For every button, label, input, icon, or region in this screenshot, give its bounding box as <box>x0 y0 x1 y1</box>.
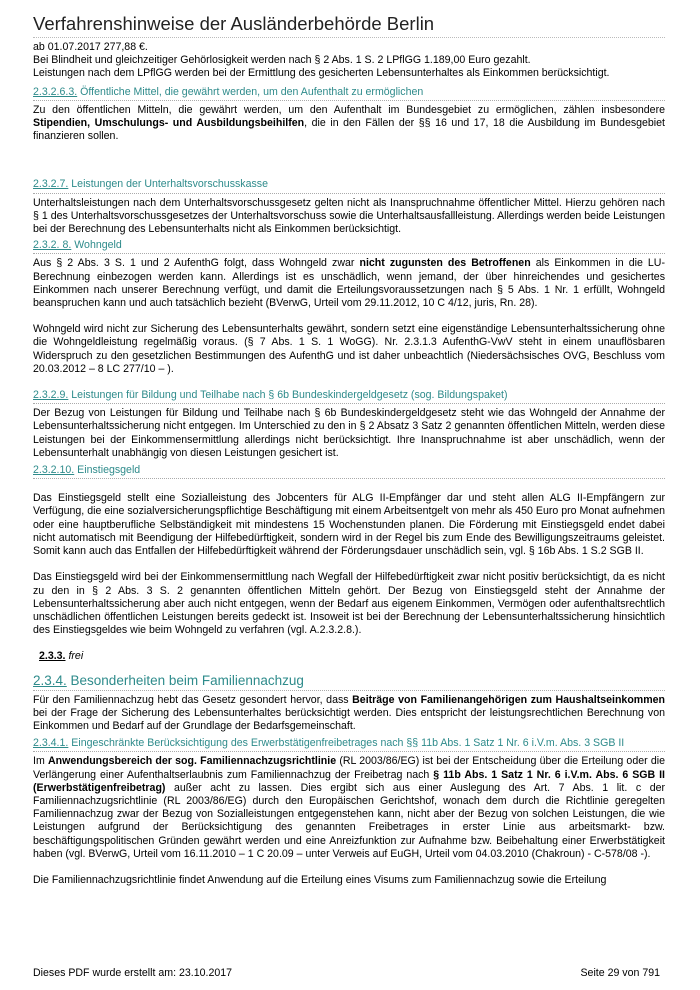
section-title: Öffentliche Mittel, die gewährt werden, um den Aufenthalt zu ermöglichen <box>77 85 424 98</box>
section-title: Eingeschränkte Berücksichtigung des Erwerbstätigenfreibetrages nach §§ 11b Abs. 1 Satz 1 Nr. 6 i.V.m. Abs. 3 SGB II <box>68 737 625 750</box>
text-run: Im <box>33 755 48 768</box>
section-heading-2-3-4-1 <box>33 737 665 752</box>
text-run: bei der Frage der Sicherung des Lebensunterhaltes berücksichtigt werden. Dies entspricht der leistungsrechtlichen Berechnung von Einkommen und Bedarf auf der Grundlage der Bedarfsgemeinschaft. <box>33 706 665 732</box>
paragraph: Der Bezug von Leistungen für Bildung und Teilhabe nach § 6b Bundeskindergeldgesetz steht wie das Wohngeld der Annahme der Lebensunterhaltssicherung nicht entgegen. Im Unterschied zu den in § 2 Absatz 3 Satz 2 genannten öffentlichen Mitteln, werden diese Leistungen bei der Einkommensermittlung allerdings nicht berücksichtigt. Ihre Inanspruchnahme ist aber unschädlich, wenn der Lebensunterhalt unabhängig von diesen Leistungen gesichert ist. <box>33 407 665 459</box>
paragraph: Wohngeld wird nicht zur Sicherung des Lebensunterhalts gewährt, sondern setzt eine eigenständige Lebensunterhaltssicherung ohne die Wohngeldleistung regelmäßig voraus. (§ 7 Abs. 1 S. 1 WoGG). Nr. 2.3.1.3 AufenthG-VwV steht in einem unauflösbaren Widerspruch zu den gesetzlichen Bestimmungen des AufenthG und ist daher unbeachtlich (Niedersächsisches OVG, Beschluss vom 20.03.2012 – 8 LC 277/10 – ). <box>33 323 665 375</box>
page-title: Verfahrenshinweise der Ausländerbehörde Berlin <box>33 12 665 38</box>
section-title: frei <box>65 650 84 663</box>
section-number-link[interactable]: 2.3.2.7. <box>33 178 69 191</box>
text-run: (RL 2003/86/EG) ist bei der Entscheidung über die Erteilung oder die Verlängerung einer Aufenthaltserlaubnis zum Familiennachzug der Freibetrag nach <box>33 755 665 781</box>
text-run: außer acht zu lassen. Dies ergibt sich aus einer Auslegung des Art. 7 Abs. 1 lit. c der Familiennachzugsrichtlinie (RL 2003/86/EG) durch den Europäischen Gerichtshof, wonach dem durch die Richtlinie geregelten Familiennachzug zwar der Bezug von Sozialleistungen entgegenstehen kann, nicht aber der Bezug von solchen Leistungen, die wie Leistungen aufgrund der Berücksichtigung des genannten Freibetrages in erster Linie aus arbeitsmarkt- bzw. beschäftigungspolitischen Gründen gewährt werden und eine Anreizfunktion zur Aufnahme bzw. Beibehaltung einer Erwerbstätigkeit haben (vgl. BVerwG, Urteil vom 16.11.2010 – 1 C 20.09 – unter Verweis auf EuGH, Urteil vom 04.03.2010 (Chakroun) - C-578/08 -). <box>33 781 665 860</box>
text-run: , die in den Fällen der §§ 16 und 17, 18 die Ausbildung im Bundesgebiet finanzieren sollen. <box>33 117 665 143</box>
paragraph: Die Familiennachzugsrichtlinie findet Anwendung auf die Erteilung eines Visums zum Familiennachzug sowie die Erteilung <box>33 873 607 886</box>
bold-text: Stipendien, Umschulungs- und Ausbildungsbeihilfen <box>33 117 305 130</box>
paragraph <box>33 257 665 310</box>
intro-line: Leistungen nach dem LPflGG werden bei der Ermittlung des gesicherten Lebensunterhaltes als Einkommen berücksichtigt. <box>33 67 610 80</box>
intro-line: Bei Blindheit und gleichzeitiger Gehörlosigkeit werden nach § 2 Abs. 1 S. 2 LPflGG 1.189,00 Euro gezahlt. <box>33 54 531 67</box>
section-title: Einstiegsgeld <box>74 464 141 477</box>
section-heading-2-3-2-8 <box>33 239 665 254</box>
section-number-link[interactable]: 2.3.4.1. <box>33 737 69 750</box>
bold-text: § 11b Abs. 1 Satz 1 Nr. 6 i.V.m. Abs. 6 SGB II (Erwerbstätigenfreibetrag) <box>33 768 666 794</box>
footer-page-number: Seite 29 von 791 <box>580 967 660 979</box>
intro-line: ab 01.07.2017 277,88 €. <box>33 41 148 53</box>
section-number-link[interactable]: 2.3.2. 8. <box>33 239 72 252</box>
section-heading-2-3-2-9 <box>33 389 665 404</box>
section-title: Leistungen für Bildung und Teilhabe nach § 6b Bundeskindergeldgesetz (sog. Bildungspaket) <box>68 389 508 402</box>
paragraph: Unterhaltsleistungen nach dem Unterhaltsvorschussgesetz gelten nicht als Inanspruchnahme öffentlicher Mittel. Hierzu gehören nach § 1 des Unterhaltsvorschussgesetzes der Unterhaltsvorschuss sowie die Unterhaltsausfallleistung. Allerdings werden beide Leistungen bei der Berechnung des Lebensunterhalts nicht als Einkommen berücksichtigt. <box>33 196 665 236</box>
section-heading-2-3-2-10 <box>33 464 665 479</box>
bold-text: Beiträge von Familienangehörigen zum Haushaltseinkommen <box>352 693 665 706</box>
paragraph: Das Einstiegsgeld stellt eine Sozialleistung des Jobcenters für ALG II-Empfänger dar und steht allen ALG II-Empfängern zur Verfügung, die eine sozialversicherungspflichtige Beschäftigung mit einem Arbeitsentgelt von mehr als 450 Euro pro Monat aufnehmen oder eine hauptberufliche Selbständigkeit mit mindestens 15 Wochenstunden planen. Die Förderung mit Einstiegsgeld endet dabei nicht automatisch mit Beendigung der Hilfebedürftigkeit, sondern wird in der Regel bis zum Ende des Bewilligungszeitraums geleistet. Somit kann auch das Entfallen der Hilfebedürftigkeit während der Förderungsdauer unschädlich sein, vgl. § 16b Abs. 1 S.2 SGB II. <box>33 492 665 558</box>
footer-created-date: Dieses PDF wurde erstellt am: 23.10.2017 <box>33 967 233 979</box>
bold-text: nicht zugunsten des Betroffenen <box>359 257 531 270</box>
section-heading-2-3-2-6-3 <box>33 86 665 101</box>
text-run: als Einkommen in die LU- Berechnung einbezogen werden kann. Allerdings ist es unschädlich, wenn jemand, der über hinreichendes und gesichertes Einkommen nach unserer Berechnung verfügt, und damit die Erteilungsvoraussetzungen nach § 5 Abs. 1 Nr. 1 erfüllt, Wohngeld beanspruchen kann und auch tatsächlich bezieht (BVerwG, Urteil vom 29.11.2012, 10 C 4/12, juris, Rn. 28). <box>33 257 665 310</box>
paragraph <box>33 694 665 734</box>
section-title: Leistungen der Unterhaltsvorschusskasse <box>68 178 268 191</box>
section-title: Besonderheiten beim Familiennachzug <box>66 672 304 688</box>
bold-text: Anwendungsbereich der sog. Familiennachzugsrichtlinie <box>48 755 337 768</box>
paragraph <box>33 104 665 144</box>
paragraph: Das Einstiegsgeld wird bei der Einkommensermittlung nach Wegfall der Hilfebedürftigkeit zwar nicht positiv berücksichtigt, da es nicht zu den in § 2 Abs. 3 S. 2 genannten öffentlichen Mitteln gehört. Der Bezug von Einstiegsgeld steht der Annahme der Lebensunterhaltssicherung aber auch nicht entgegen, wenn der Bedarf aus eigenem Einkommen, Vermögen oder aufenthaltsrechtlich unschädlichen öffentlichen Leistungen bereits gedeckt ist. Insoweit ist bei der Berechnung der Lebensunterhaltssicherung hinsichtlich des Einstiegsgeldes wie beim Wohngeld zu verfahren (vgl. A.2.3.2.8.). <box>33 571 665 637</box>
section-heading-2-3-4 <box>33 672 665 691</box>
section-number-link[interactable]: 2.3.2.9. <box>33 389 69 402</box>
section-number-link[interactable]: 2.3.2.6.3. <box>33 85 78 98</box>
section-title: Wohngeld <box>71 239 122 252</box>
page-content <box>33 41 665 887</box>
section-heading-2-3-3 <box>39 650 665 663</box>
section-number-link[interactable]: 2.3.4. <box>33 672 67 688</box>
text-run: Zu den öffentlichen Mitteln, die gewährt werden, um den Aufenthalt im Bundesgebiet zu ermöglichen, zählen insbesondere <box>33 103 665 116</box>
section-number-link[interactable]: 2.3.2.10. <box>33 464 75 477</box>
text-run: Aus § 2 Abs. 3 S. 1 und 2 AufenthG folgt, dass Wohngeld zwar <box>33 257 360 270</box>
text-run: Für den Familiennachzug hebt das Gesetz gesondert hervor, dass <box>33 693 353 706</box>
paragraph <box>33 755 665 861</box>
section-heading-2-3-2-7 <box>33 178 665 193</box>
section-number: 2.3.3. <box>39 650 66 663</box>
